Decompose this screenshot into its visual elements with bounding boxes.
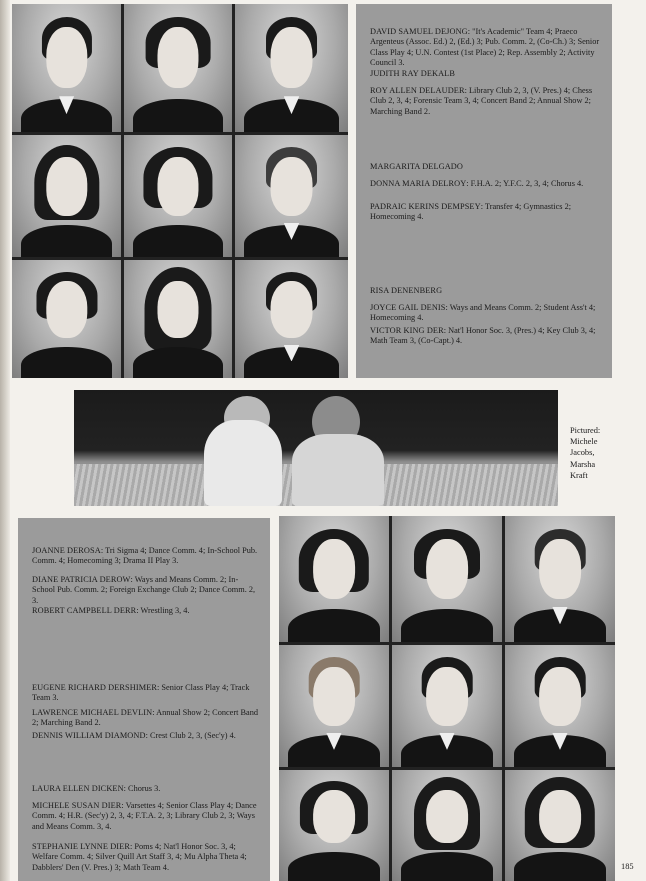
portrait-dicken — [279, 770, 389, 881]
caption-name: Kraft — [570, 470, 588, 480]
text-panel-bottom — [18, 518, 270, 881]
portrait-dempsey — [235, 135, 348, 257]
entry-devlin: LAWRENCE MICHAEL DEVLIN: Annual Show 2; Concert Band 2; Marching Band 2. — [32, 708, 259, 728]
entry-delroy: DONNA MARIA DELROY: F.H.A. 2; Y.F.C. 2, 3, 4; Chorus 4. — [370, 179, 584, 188]
entry-derr: ROBERT CAMPBELL DERR: Wrestling 3, 4. — [32, 606, 190, 615]
page-number: 185 — [621, 862, 634, 871]
entry-delgado: MARGARITA DELGADO — [370, 162, 463, 171]
caption-name: Marsha — [570, 459, 596, 469]
caption-name: Michele — [570, 437, 598, 447]
portrait-grid-top — [12, 4, 348, 378]
portrait-denenberg — [12, 260, 121, 378]
entry-dejong: DAVID SAMUEL DEJONG: "It's Academic" Team 4; Praeco Argenteus (Assoc. Ed.) 2, (Ed.) 3; Pub. Comm. 2, (Co-Ch.) 3; Senior Class Play 4; U.N. Contest (1st Place) 2; Rep. Assembly 2; Activity Council 3. — [370, 27, 600, 67]
portrait-delauder — [235, 4, 348, 132]
portrait-der — [235, 260, 348, 378]
portrait-dekalb — [124, 4, 232, 132]
portrait-derr — [505, 516, 615, 642]
text-panel-top — [356, 4, 612, 378]
portrait-delgado — [12, 135, 121, 257]
portrait-stephanie-dier — [505, 770, 615, 881]
portrait-devlin — [392, 645, 502, 767]
entry-diamond: DENNIS WILLIAM DIAMOND: Crest Club 2, 3, (Sec'y) 4. — [32, 731, 236, 740]
entry-dershimer: EUGENE RICHARD DERSHIMER: Senior Class Play 4; Track Team 3. — [32, 683, 250, 703]
entry-denis: JOYCE GAIL DENIS: Ways and Means Comm. 2; Student Ass't 4; Homecoming 4. — [370, 303, 596, 323]
portrait-michele-dier — [392, 770, 502, 881]
candid-caption — [570, 425, 634, 481]
entry-denenberg: RISA DENENBERG — [370, 286, 443, 295]
entry-derosa: JOANNE DEROSA: Tri Sigma 4; Dance Comm. 4; In-School Pub. Comm. 4; Homecoming 3; Drama II Play 3. — [32, 546, 258, 566]
portrait-dejong — [12, 4, 121, 132]
portrait-grid-bottom — [279, 516, 615, 881]
entry-delauder: ROY ALLEN DELAUDER: Library Club 2, 3, (V. Pres.) 4; Chess Club 2, 3, 4; Forensic Team 3, 4; Concert Band 2; Annual Show 2; Marching Band 2. — [370, 86, 593, 116]
portrait-derow — [392, 516, 502, 642]
caption-name: Jacobs, — [570, 448, 595, 458]
entry-dicken: LAURA ELLEN DICKEN: Chorus 3. — [32, 784, 161, 793]
portrait-derosa — [279, 516, 389, 642]
page-binding — [0, 0, 10, 881]
entry-stephanie-dier: STEPHANIE LYNNE DIER: Poms 4; Nat'l Honor Soc. 3, 4; Welfare Comm. 4; Silver Quill Art Staff 3, 4; Mu Alpha Theta 4; Dabblers' Den (V. Pres.) 3; Math Team 4. — [32, 842, 247, 872]
entry-dempsey: PADRAIC KERINS DEMPSEY: Transfer 4; Gymnastics 2; Homecoming 4. — [370, 202, 572, 222]
portrait-diamond — [505, 645, 615, 767]
entry-derow: DIANE PATRICIA DEROW: Ways and Means Comm. 2; In-School Pub. Comm. 2; Foreign Exchange Club 2; Dance Comm. 2, 3. — [32, 575, 256, 605]
entry-michele-dier: MICHELE SUSAN DIER: Varsettes 4; Senior Class Play 4; Dance Comm. 4; H.R. (Sec'y) 2, 3, 4; F.T.A. 2, 3; Library Club 2, 3; Ways and Means Comm. 3, 4. — [32, 801, 257, 831]
portrait-delroy — [124, 135, 232, 257]
portrait-denis — [124, 260, 232, 378]
candid-photo — [74, 390, 558, 506]
portrait-dershimer — [279, 645, 389, 767]
caption-label: Pictured: — [570, 426, 601, 435]
entry-dekalb: JUDITH RAY DEKALB — [370, 69, 455, 78]
entry-der: VICTOR KING DER: Nat'l Honor Soc. 3, (Pres.) 4; Key Club 3, 4; Math Team 3, (Co-Capt.) 4. — [370, 326, 596, 346]
